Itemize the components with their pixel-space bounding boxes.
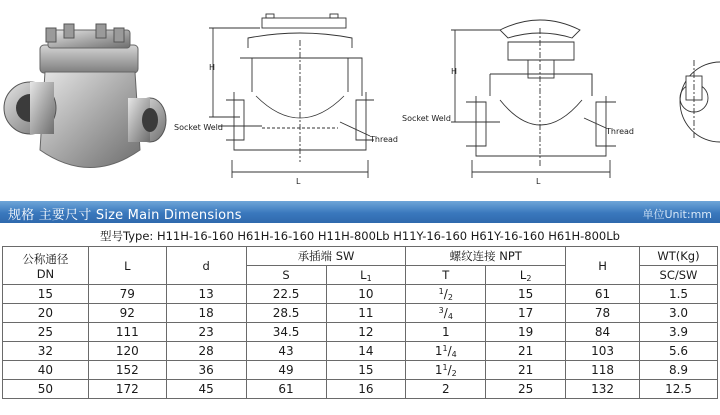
cell-L2: 19 bbox=[486, 323, 566, 342]
header-L2-main: L bbox=[519, 267, 527, 282]
cell-L1: 10 bbox=[326, 285, 406, 304]
cell-d: 45 bbox=[166, 380, 246, 399]
cell-d: 36 bbox=[166, 361, 246, 380]
valve-drawings bbox=[0, 0, 720, 200]
header-L1-sub: 1 bbox=[366, 273, 372, 283]
cell-S: 43 bbox=[246, 342, 326, 361]
cell-L1: 16 bbox=[326, 380, 406, 399]
header-npt: 螺纹连接 NPT bbox=[406, 247, 566, 266]
header-L1-main: L bbox=[360, 267, 367, 282]
header-L2 bbox=[486, 266, 566, 285]
header-T: T bbox=[406, 266, 486, 285]
cell-d: 23 bbox=[166, 323, 246, 342]
header-d: d bbox=[166, 247, 246, 285]
cell-H: 132 bbox=[566, 380, 640, 399]
drawings-area bbox=[0, 0, 720, 200]
valve-photo bbox=[4, 24, 166, 168]
model-types: 型号Type: H11H-16-160 H61H-16-160 H11H-800Lb H11Y-16-160 H61Y-16-160 H61H-800Lb bbox=[100, 229, 620, 243]
banner-unit: 单位Unit:mm bbox=[642, 208, 712, 221]
cell-dn: 20 bbox=[3, 304, 89, 323]
cell-L1: 11 bbox=[326, 304, 406, 323]
cell-S: 34.5 bbox=[246, 323, 326, 342]
cell-T bbox=[406, 361, 486, 380]
cell-wt: 12.5 bbox=[639, 380, 717, 399]
cell-L1: 12 bbox=[326, 323, 406, 342]
header-L: L bbox=[88, 247, 166, 285]
cell-dn: 32 bbox=[3, 342, 89, 361]
cell-dn: 50 bbox=[3, 380, 89, 399]
table-row bbox=[3, 285, 718, 304]
cell-dn: 15 bbox=[3, 285, 89, 304]
cell-wt: 8.9 bbox=[639, 361, 717, 380]
header-dn bbox=[3, 247, 89, 285]
cell-d: 18 bbox=[166, 304, 246, 323]
header-H: H bbox=[566, 247, 640, 285]
table-row bbox=[3, 323, 718, 342]
dim-L-label-2: L bbox=[536, 177, 541, 186]
header-sw: 承插端 SW bbox=[246, 247, 406, 266]
section-banner bbox=[0, 201, 720, 223]
cell-d: 13 bbox=[166, 285, 246, 304]
cell-H: 84 bbox=[566, 323, 640, 342]
cell-wt: 3.9 bbox=[639, 323, 717, 342]
drawing-detail bbox=[680, 60, 720, 142]
cell-S: 22.5 bbox=[246, 285, 326, 304]
cell-T bbox=[406, 323, 486, 342]
cell-L1: 14 bbox=[326, 342, 406, 361]
cell-L: 111 bbox=[88, 323, 166, 342]
table-header-row-1 bbox=[3, 247, 718, 266]
cell-wt: 3.0 bbox=[639, 304, 717, 323]
table-row bbox=[3, 380, 718, 399]
thread-label-1: Thread bbox=[370, 135, 398, 144]
cell-T-slash: / bbox=[447, 362, 452, 377]
cell-dn: 25 bbox=[3, 323, 89, 342]
cell-T bbox=[406, 380, 486, 399]
cell-wt: 1.5 bbox=[639, 285, 717, 304]
cell-T-whole: 1 bbox=[434, 343, 443, 358]
cell-L: 120 bbox=[88, 342, 166, 361]
socket-weld-label-1: Socket Weld bbox=[174, 123, 223, 132]
cell-T-numerator: 1 bbox=[442, 343, 448, 353]
dim-H-label-1: H bbox=[209, 63, 216, 72]
header-dn-en: DN bbox=[36, 266, 55, 281]
drawing-socket-weld bbox=[209, 14, 374, 178]
cell-S: 49 bbox=[246, 361, 326, 380]
cell-T-numerator: 1 bbox=[442, 362, 448, 372]
dim-L-label-1: L bbox=[296, 177, 301, 186]
dim-H-label-2: H bbox=[451, 67, 458, 76]
cell-L2: 21 bbox=[486, 361, 566, 380]
cell-T-denominator: 2 bbox=[451, 368, 457, 378]
cell-L2: 15 bbox=[486, 285, 566, 304]
socket-weld-label-2: Socket Weld bbox=[402, 114, 451, 123]
cell-T-slash: / bbox=[443, 286, 448, 301]
cell-L2: 25 bbox=[486, 380, 566, 399]
cell-H: 78 bbox=[566, 304, 640, 323]
cell-T-numerator: 3 bbox=[438, 305, 444, 315]
thread-label-2: Thread bbox=[606, 127, 634, 136]
cell-S: 28.5 bbox=[246, 304, 326, 323]
header-wt: WT(Kg) bbox=[639, 247, 717, 266]
table-body bbox=[3, 285, 718, 399]
header-L1 bbox=[326, 266, 406, 285]
header-dn-cn: 公称通径 bbox=[22, 251, 69, 266]
cell-T-whole: 1 bbox=[434, 362, 443, 377]
cell-L: 79 bbox=[88, 285, 166, 304]
cell-H: 118 bbox=[566, 361, 640, 380]
table-row bbox=[3, 361, 718, 380]
cell-T-whole: 2 bbox=[441, 382, 450, 396]
cell-L: 92 bbox=[88, 304, 166, 323]
cell-T-slash: / bbox=[447, 343, 452, 358]
table-row bbox=[3, 342, 718, 361]
cell-L2: 21 bbox=[486, 342, 566, 361]
cell-L2: 17 bbox=[486, 304, 566, 323]
dimensions-table bbox=[2, 246, 718, 399]
header-S: S bbox=[246, 266, 326, 285]
cell-S: 61 bbox=[246, 380, 326, 399]
cell-H: 103 bbox=[566, 342, 640, 361]
header-wt-sub: SC/SW bbox=[639, 266, 717, 285]
cell-T bbox=[406, 342, 486, 361]
cell-T bbox=[406, 304, 486, 323]
cell-L: 172 bbox=[88, 380, 166, 399]
cell-L: 152 bbox=[88, 361, 166, 380]
cell-d: 28 bbox=[166, 342, 246, 361]
cell-T bbox=[406, 285, 486, 304]
cell-H: 61 bbox=[566, 285, 640, 304]
cell-T-denominator: 4 bbox=[451, 349, 457, 359]
header-L2-sub: 2 bbox=[526, 273, 532, 283]
cell-T-denominator: 4 bbox=[447, 311, 453, 321]
drawing-threaded bbox=[451, 20, 616, 178]
cell-L1: 15 bbox=[326, 361, 406, 380]
table-row bbox=[3, 304, 718, 323]
model-line bbox=[0, 226, 720, 244]
cell-T-slash: / bbox=[443, 305, 448, 320]
banner-title: 规格 主要尺寸 Size Main Dimensions bbox=[8, 208, 242, 223]
cell-T-denominator: 2 bbox=[447, 292, 453, 302]
cell-T-whole: 1 bbox=[441, 325, 450, 339]
cell-dn: 40 bbox=[3, 361, 89, 380]
cell-T-numerator: 1 bbox=[438, 286, 444, 296]
cell-wt: 5.6 bbox=[639, 342, 717, 361]
